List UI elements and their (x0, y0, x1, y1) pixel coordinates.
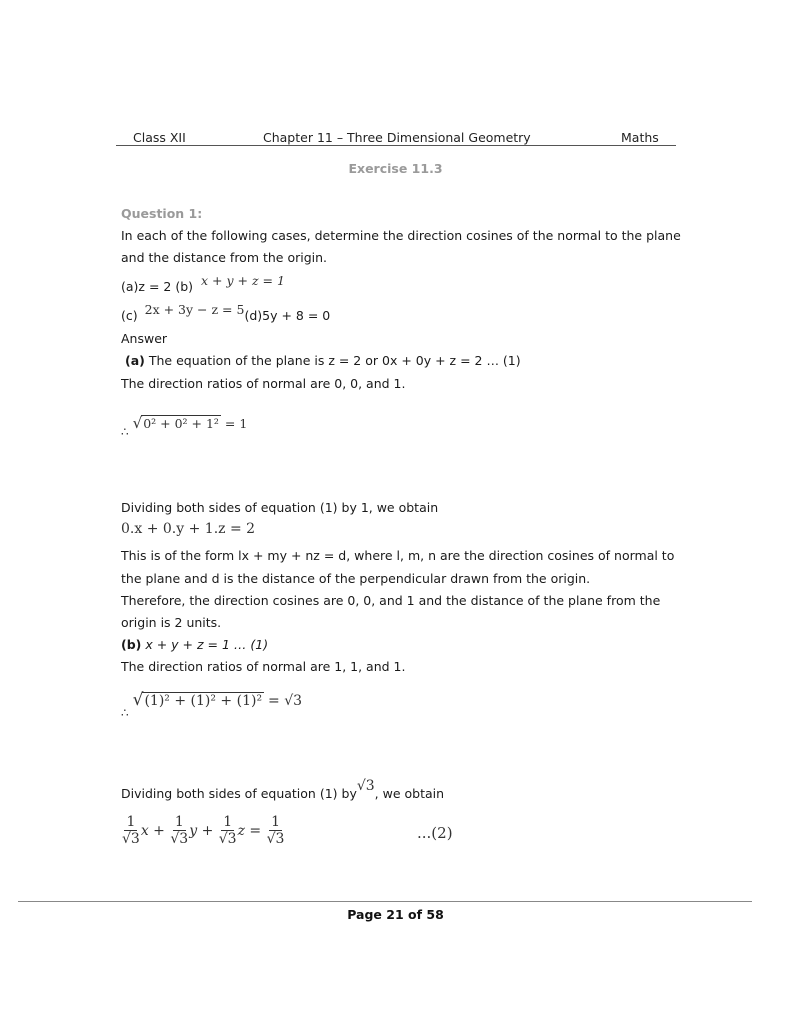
fraction: $\frac{1}{√3}$ (122, 814, 140, 847)
question-parts-line2 (121, 302, 331, 323)
therefore-symbol: ∴ (121, 706, 129, 720)
header-subject: Maths (621, 130, 659, 145)
sqrt-expression: (1)² + (1)² + (1)² (144, 693, 263, 709)
answer-a-label: (a) (125, 353, 145, 368)
sqrt3-inline: √3 (356, 778, 375, 794)
answer-a-line4: This is of the form lx + my + nz = d, where l, m, n are the direction cosines of normal to (121, 548, 675, 563)
answer-a-sqrt-equation: ∴ √0² + 0² + 1² = 1 (121, 414, 248, 439)
answer-b-sqrt-equation: ∴ √(1)² + (1)² + (1)² = √3 (121, 690, 303, 720)
sqrt-result: = 1 (224, 416, 248, 431)
header-class: Class XII (133, 130, 186, 145)
footer-divider (18, 901, 752, 902)
equation-reference: ...(2) (417, 824, 453, 842)
part-a-label: (a)z = 2 (b) (121, 279, 194, 294)
question-title: Question 1: (121, 206, 203, 221)
sqrt-result: = √3 (268, 693, 303, 709)
part-c-equation: 2x + 3y − z = 5 (144, 302, 245, 317)
fraction: $\frac{1}{√3}$ (266, 814, 285, 847)
sqrt-expression: 0² + 0² + 1² (143, 416, 219, 431)
answer-a-line6: Therefore, the direction cosines are 0, 0, and 1 and the distance of the plane from the (121, 593, 661, 608)
answer-b-fraction-equation: $\frac{1}{√3}$ x + $\frac{1}{√3}$ y + $\frac{1}{√3}$ z = $\frac{1}{√3}$ (122, 814, 285, 847)
part-b-equation: x + y + z = 1 (201, 273, 285, 288)
header-chapter-title: Chapter 11 – Three Dimensional Geometry (263, 130, 531, 145)
answer-a-line7: origin is 2 units. (121, 615, 222, 630)
therefore-symbol: ∴ (121, 425, 129, 439)
exercise-title: Exercise 11.3 (348, 161, 443, 176)
answer-b-line2: The direction ratios of normal are 1, 1, and 1. (121, 659, 406, 674)
fraction: $\frac{1}{√3}$ (218, 814, 237, 847)
question-text-line2: and the distance from the origin. (121, 250, 328, 265)
answer-a-line5: the plane and d is the distance of the perpendicular drawn from the origin. (121, 571, 591, 586)
answer-b-line1: (b) x + y + z = 1 … (1) (121, 637, 269, 652)
answer-a-equation: 0.x + 0.y + 1.z = 2 (121, 521, 256, 537)
page-number: Page 21 of 58 (347, 907, 444, 922)
answer-b-label: (b) (121, 637, 142, 652)
answer-a-line2: The direction ratios of normal are 0, 0, and 1. (121, 376, 406, 391)
question-text-line1: In each of the following cases, determine the direction cosines of the normal to the plane (121, 228, 681, 243)
question-parts-line1 (121, 273, 285, 294)
header-divider (116, 145, 676, 146)
answer-label: Answer (121, 331, 168, 346)
part-d-label: (d)5y + 8 = 0 (244, 308, 331, 323)
answer-b-line3: Dividing both sides of equation (1) by√3, we obtain (121, 778, 445, 801)
fraction: $\frac{1}{√3}$ (170, 814, 189, 847)
answer-a-line3: Dividing both sides of equation (1) by 1, we obtain (121, 500, 439, 515)
answer-a-line1: (a) The equation of the plane is z = 2 or 0x + 0y + z = 2 … (1) (125, 353, 521, 368)
part-c-label: (c) (121, 308, 138, 323)
